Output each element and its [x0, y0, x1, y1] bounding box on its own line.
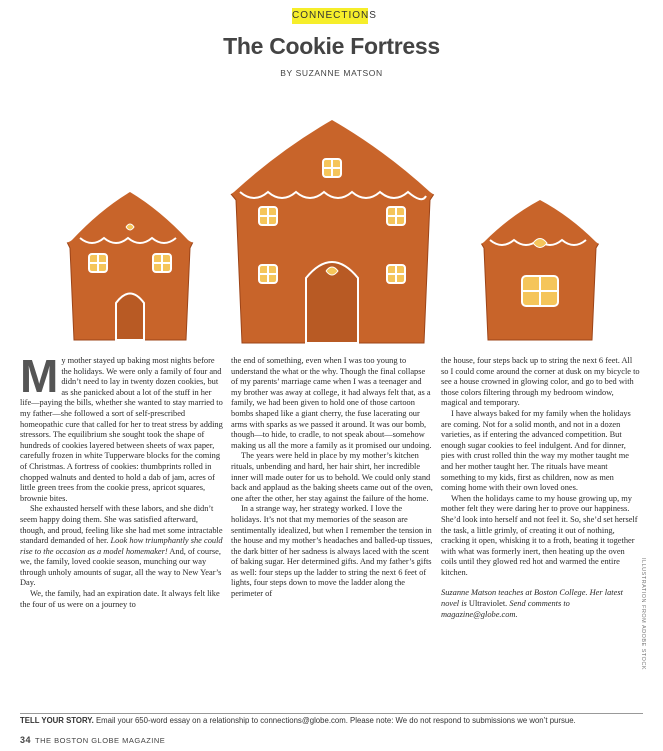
article-paragraph: the end of something, even when I was too young to understand the what or the why. Though the final collapse of my parents’ marriage came when I was a teenager and my brother was away at college, it had always felt that, as a family, we had been given to hold one of those cartoon bombs shaped like a giant cherry, the fuse lacerating our arms with sparks as we passed it around. It was our bomb, though—to hide, to cradle, to not speak about—somehow making us all the more a family as it promised our undoing. — [231, 356, 432, 450]
divider — [20, 713, 643, 714]
page-title: The Cookie Fortress — [223, 33, 440, 59]
right-gingerbread-house — [470, 184, 610, 340]
article-column-3 — [441, 356, 641, 620]
center-gingerbread-house — [218, 102, 446, 343]
illustration-credit: ILLUSTRATION FROM ADOBE STOCK — [640, 558, 646, 671]
article-paragraph: the house, four steps back up to string the next 6 feet. All so I could come around the corner at dusk on my bicycle to see a house crowned in glowing color, and go to bed with those colors filtering through my bedroom window, magical and temporary. — [441, 356, 640, 408]
left-gingerbread-house — [58, 176, 202, 340]
drop-cap: M — [20, 350, 59, 402]
article-column-2 — [231, 356, 434, 600]
article-column-1 — [20, 350, 223, 610]
publication-name: THE BOSTON GLOBE MAGAZINE — [35, 736, 166, 745]
article-paragraph: y mother stayed up baking most nights before the holidays. We were only a family of four and didn’t need to lay in twenty dozen cookies, but as she panicked about a lot of the stuff in her life—paying the bills, whether she wanted to stay married to my father—she followed a sort of self-prescribed homeopathic cure that called for her to treat stress by adding stressors. The equilibrium she sought took the shape of hundreds of cookies layered between sheets of wax paper, carefully frozen in white Tupperware blocks for the coming of Christmas. A fortress of cookies: thumbprints rolled in chopped walnuts and dented to hold a dab of jam, acres of little green trees from the cookie press, apricot squares, brownie bites. — [20, 356, 223, 503]
article-paragraph: She exhausted herself with these labors, and she didn’t seem happy doing them. She was satisfied afterward, though, and proud, feeling like she had met some intractable standard demanded of her. Look how triumphantly she could rise to the occasion as a model homemaker! And, of course, we, the family, loved cookie season, munching our way through unholy amounts of sugar, all the way to New Year’s Day. — [20, 504, 223, 588]
byline: BY SUZANNE MATSON — [280, 68, 383, 78]
section-tag: CONNECTIONS — [292, 8, 368, 24]
gingerbread-houses-illustration — [0, 88, 663, 353]
author-bio: Suzanne Matson teaches at Boston College. Her latest novel is Ultraviolet. Send comments to magazine@globe.com. — [441, 588, 623, 619]
article-paragraph: The years were held in place by my mother’s kitchen rituals, unbending and hard, her hair shirt, her incredible inner will made outer for us to behold. We could only stand back and applaud as the baking sheets came out of the oven, one after the other, her stay against the failure of the home. — [231, 451, 433, 503]
page-footer — [20, 735, 165, 745]
article-paragraph: I have always baked for my family when the holidays are coming. Not for a solid month, and not in a dozen varieties, as if entering the advanced competition. But enough sugar cookies to feel indulgent. And for dinner, pies with crust rolled thin the way my mother taught me and her mother taught her. The rituals have meant something to my kids, first as children, now as men coming home with their own loved ones. — [441, 408, 631, 493]
article-paragraph: When the holidays came to my house growing up, my mother felt they were daring her to prove our happiness. She’d look into herself and not feel it. So, she’d set herself the task, a little grimly, of creating it out of nothing, cracking it open, whisking it to a froth, beating it together with what was formerly inert, then heating up the oven coils until they glowed red hot and warmed the entire kitchen. — [441, 493, 638, 577]
article-paragraph: In a strange way, her strategy worked. I love the holidays. It’s not that my memories of the season are sentimentally idealized, but when I remember the tension in the house and my mother’s headaches and balled-up tissues, the dark bitter of her sadness is always laced with the scent of baking sugar. Her determined gifts. And my father’s gifts as well: four steps up the ladder to string the next 6 feet of lights, four steps down to move the ladder along the perimeter of — [231, 504, 433, 599]
article-paragraph: We, the family, had an expiration date. It always felt like the four of us were on a journey to — [20, 589, 220, 609]
submission-note: TELL YOUR STORY. Email your 650-word essay on a relationship to connections@globe.com. Please note: We do not respond to submissions we won’t pursue. — [20, 716, 576, 725]
page-number: 34 — [20, 735, 32, 745]
